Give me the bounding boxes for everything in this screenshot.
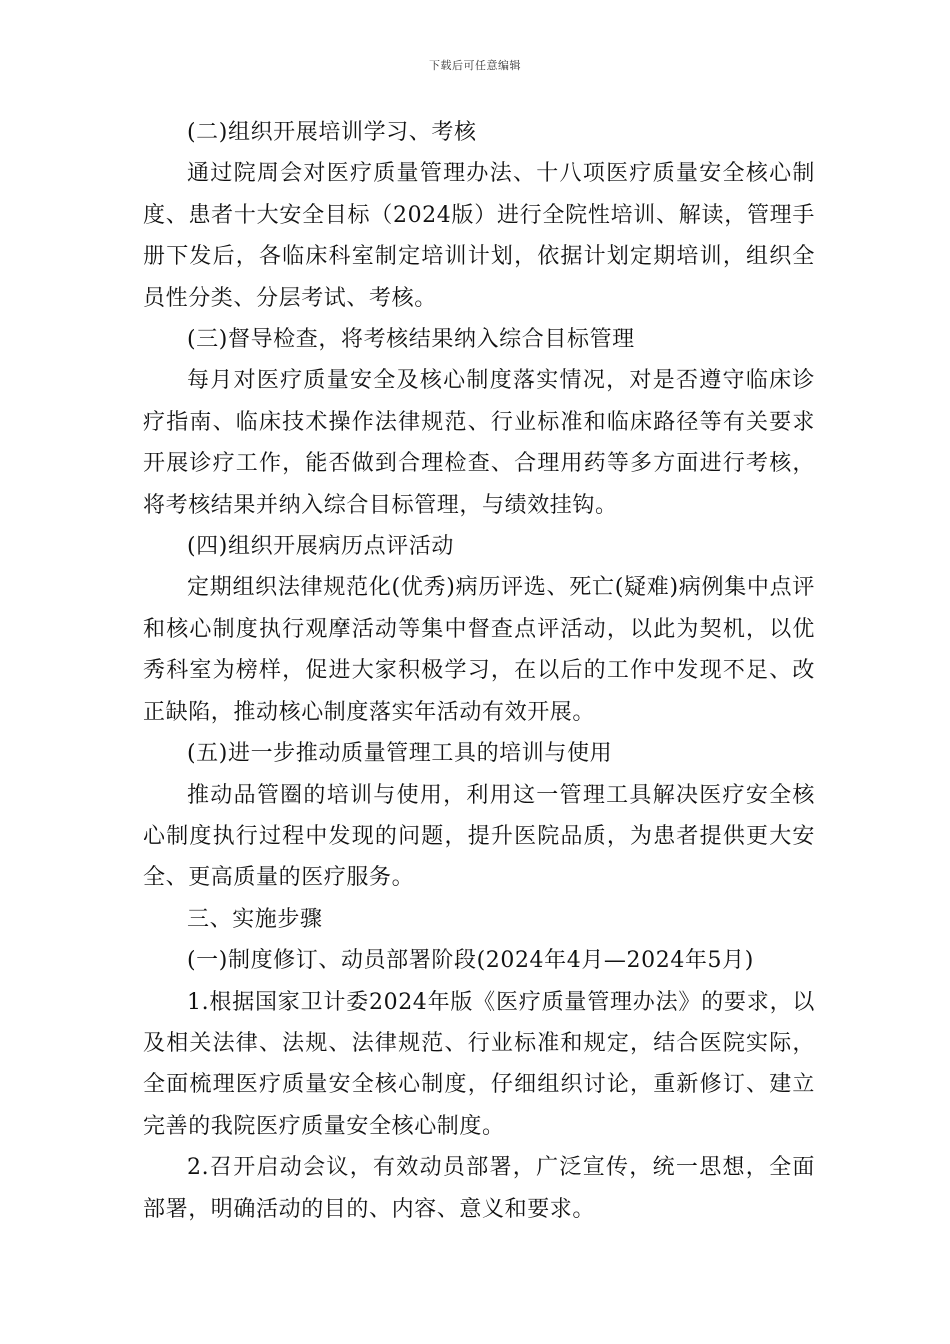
body-paragraph: 每月对医疗质量安全及核心制度落实情况，对是否遵守临床诊疗指南、临床技术操作法律规范、行业标准和临床路径等有关要求开展诊疗工作，能否做到合理检查、合理用药等多方面进行考核，将考核结果并纳入综合目标管理，与绩效挂钩。 [143,368,815,518]
page-header: 下载后可任意编辑 [429,59,521,72]
body-paragraph: 推动品管圈的培训与使用，利用这一管理工具解决医疗安全核心制度执行过程中发现的问题，提升医院品质，为患者提供更大安全、更高质量的医疗服务。 [143,782,815,891]
section-heading-2: (二)组织开展培训学习、考核 [187,120,477,145]
chapter-heading-implementation-steps: 三、实施步骤 [187,906,323,932]
body-paragraph: 通过院周会对医疗质量管理办法、十八项医疗质量安全核心制度、患者十大安全目标（2024版）进行全院性培训、解读，管理手册下发后，各临床科室制定培训计划，依据计划定期培训，组织全员性分类、分层考试、考核。 [143,161,815,311]
section-heading-3: (三)督导检查，将考核结果纳入综合目标管理 [187,327,635,353]
section-heading-5: (五)进一步推动质量管理工具的培训与使用 [187,741,613,767]
body-paragraph: 定期组织法律规范化(优秀)病历评选、死亡(疑难)病例集中点评和核心制度执行观摩活动等集中督查点评活动，以此为契机，以优秀科室为榜样，促进大家积极学习，在以后的工作中发现不足、改正缺陷，推动核心制度落实年活动有效开展。 [143,575,815,725]
body-paragraph: 1.根据国家卫计委2024年版《医疗质量管理办法》的要求，以及相关法律、法规、法律规范、行业标准和规定，结合医院实际，全面梳理医疗质量安全核心制度，仔细组织讨论，重新修订、建立完善的我院医疗质量安全核心制度。 [143,989,815,1139]
section-heading-phase-1: (一)制度修订、动员部署阶段(2024年4月—2024年5月) [187,948,754,974]
document-body [143,112,815,1230]
section-heading-4: (四)组织开展病历点评活动 [187,534,454,560]
body-paragraph: 2.召开启动会议，有效动员部署，广泛宣传，统一思想，全面部署，明确活动的目的、内容、意义和要求。 [143,1155,815,1222]
